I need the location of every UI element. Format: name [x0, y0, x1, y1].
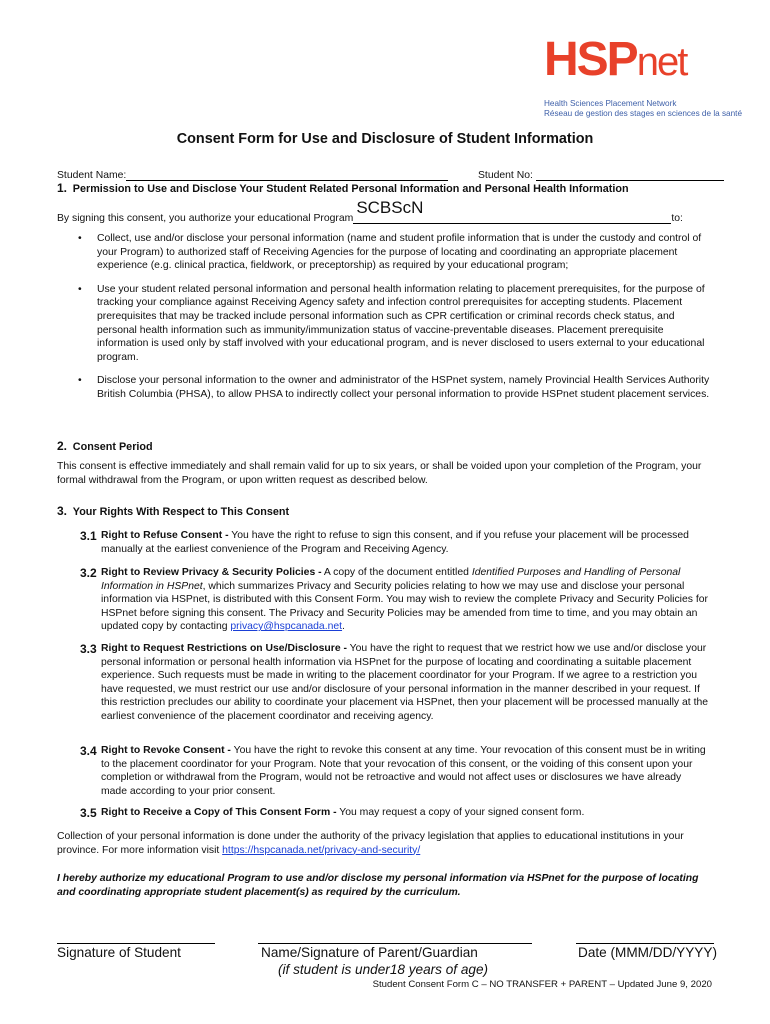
date-line[interactable]	[576, 943, 714, 944]
logo-tagline-en: Health Sciences Placement Network	[544, 99, 677, 108]
privacy-email-link[interactable]: privacy@hspcanada.net	[230, 621, 343, 633]
student-no-row	[478, 168, 724, 181]
collection-text: Collection of your personal information is done under the authority of the privacy legislation that applies to educational institutions in your province. For more information visit https://hspcanada.net/privacy-and-security/	[57, 831, 684, 856]
right-3-2: 3.2 Right to Review Privacy & Security Policies - A copy of the document entitled Identified Purposes and Handling of Personal Information in HSPnet, which summarizes Privacy and Security policies relating to how we may use and disclose your personal information via HSPnet, is distributed with this Consent Form. You may wish to review the complete Privacy and Security Policies for HSPnet before signing this consent. The Privacy and Security Policies may be amended from time to time, and you may obtain an updated copy by contacting privacy@hspcanada.net.	[80, 566, 708, 633]
section-3-heading: 3. Your Rights With Respect to This Consent	[57, 504, 290, 518]
program-row	[57, 198, 683, 224]
right-3-3: 3.3 Right to Request Restrictions on Use/Disclosure - You have the right to request that we restrict how we use and/or disclose your personal information or personal health information via HSPnet for the purpose of locating and coordinating a suitable placement experience. Such requests must be made in writing to the placement coordinator for your Program. If we agree to a restriction you have requested, we must restrict our use and/or disclosure of your personal information in the manner described in your request. If this restriction precludes our ability to coordinate your placement via HSPnet, then your placement will be processed manually at the earliest convenience of the placement coordinator and receiving agency.	[80, 642, 709, 722]
parent-signature-label: Name/Signature of Parent/Guardian	[261, 945, 478, 960]
section-1-heading: 1. Permission to Use and Disclose Your Student Related Personal Information and Personal Health Information	[57, 181, 629, 195]
program-value: SCBScN	[356, 198, 424, 217]
student-no-field[interactable]	[536, 168, 724, 181]
authorization-statement: I hereby authorize my educational Program to use and/or disclose my personal information via HSPnet for the purpose of locating and coordinating appropriate student placement(s) as required by the curriculum.	[57, 873, 699, 898]
permission-list	[78, 232, 711, 402]
logo-tagline-fr: Réseau de gestion des stages en sciences de la santé	[544, 109, 742, 119]
logo-wordmark: HSPnet	[544, 33, 687, 86]
consent-period-text: This consent is effective immediately and shall remain valid for up to six years, or shall be voided upon your completion of the Program, your formal withdrawal from the Program, or upon written request as described below.	[57, 461, 702, 486]
section-2-heading: 2. Consent Period	[57, 439, 153, 453]
list-item: • Disclose your personal information to the owner and administrator of the HSPnet system, namely Provincial Health Services Authority British Columbia (PHSA), to allow PHSA to indirectly collect your personal information to provide HSPnet student placement services.	[78, 375, 710, 400]
parent-signature-note: (if student is under18 years of age)	[278, 962, 489, 977]
right-3-1: 3.1 Right to Refuse Consent - You have the right to refuse to sign this consent, and if you refuse your placement will be processed manually at the earliest convenience of the Program and Receiving Agency.	[80, 529, 689, 555]
privacy-policy-link[interactable]: https://hspcanada.net/privacy-and-security/	[222, 844, 421, 856]
list-item: • Use your student related personal information and personal health information relating to placement prerequisites, for the purpose of tracking your compliance against Receiving Agency safety and infection control prerequisites for accepting students. Placement prerequisites that may be tracked include personal information such as CPR certification or criminal records check status, and personal health information such as immunity/immunization status of vaccine-preventable diseases. Placement prerequisite information is used only by staff involved with your educational program, and is never disclosed to users external to your educational program.	[78, 283, 705, 363]
date-label: Date (MMM/DD/YYYY)	[578, 945, 717, 960]
page-title: Consent Form for Use and Disclosure of Student Information	[176, 131, 594, 147]
student-no-label: Student No:	[478, 170, 533, 181]
program-field[interactable]	[353, 198, 671, 224]
program-to: to:	[671, 213, 683, 224]
student-signature-label: Signature of Student	[57, 945, 181, 960]
right-3-4: 3.4 Right to Revoke Consent - You have the right to revoke this consent at any time. Your revocation of this consent must be in writing to the placement coordinator for your Program. Note that your revocation of this consent, or the voiding of this consent upon your completion or withdrawal from the Program, would not be retroactive and would not affect uses or disclosures we have already made according to your prior consent.	[80, 744, 706, 797]
student-signature-line[interactable]	[57, 943, 215, 944]
list-item: • Collect, use and/or disclose your personal information (name and student profile information that is under the custody and control of your Program) to authorized staff of Receiving Agencies for the purpose of locating and coordinating an appropriate placement experience (e.g. clinical practica, fieldwork, or preceptorship) as required by your educational program;	[78, 233, 702, 272]
right-3-5: 3.5 Right to Receive a Copy of This Consent Form - You may request a copy of your signed consent form.	[80, 806, 585, 820]
student-name-field[interactable]	[126, 168, 448, 181]
student-name-label: Student Name:	[57, 170, 127, 181]
parent-signature-line[interactable]	[258, 943, 532, 944]
program-intro: By signing this consent, you authorize your educational Program	[57, 213, 354, 224]
footer-text: Student Consent Form C – NO TRANSFER + PARENT – Updated June 9, 2020	[372, 979, 712, 990]
student-name-row	[57, 168, 448, 181]
hspnet-logo	[544, 33, 742, 121]
